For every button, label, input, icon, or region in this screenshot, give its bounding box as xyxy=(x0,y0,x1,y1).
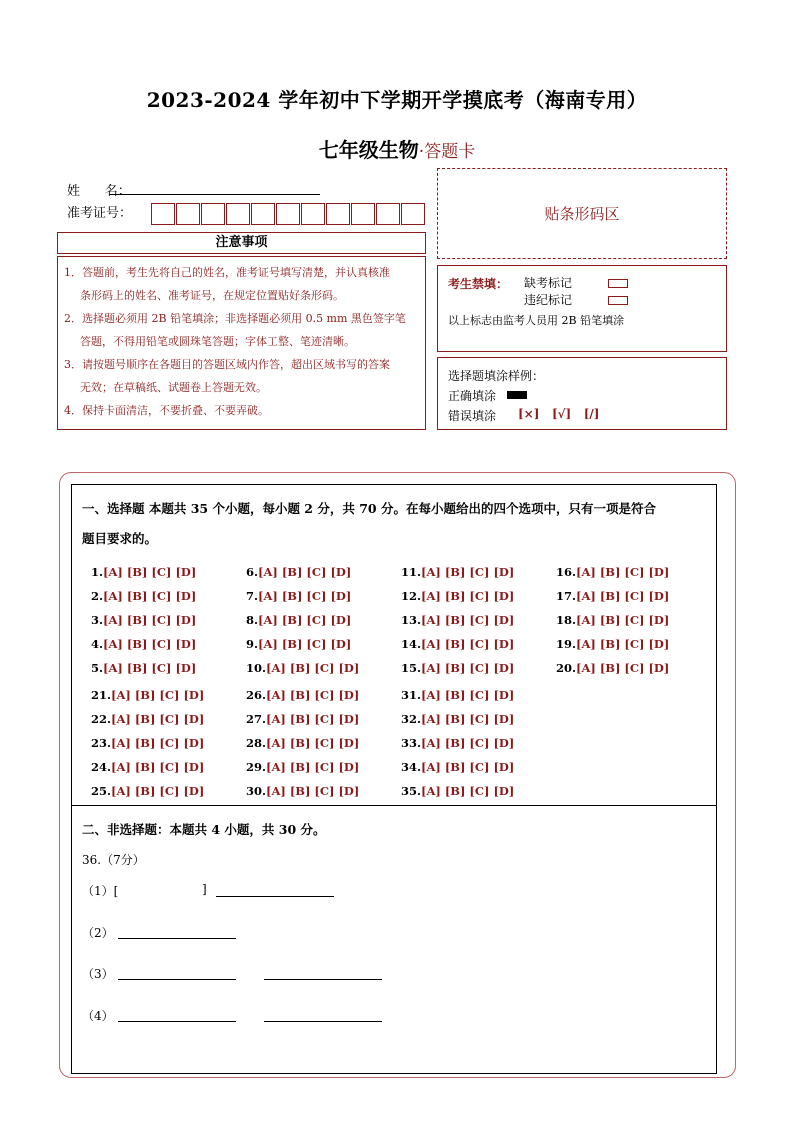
wrong-fill-label: 错误填涂 xyxy=(448,409,497,423)
choice-question[interactable] xyxy=(91,760,204,774)
page-title: 2023-2024 学年初中下学期开学摸底考（海南专用） xyxy=(146,88,648,112)
question-number: 29. xyxy=(246,760,267,774)
choice-question[interactable] xyxy=(401,760,514,774)
id-box[interactable] xyxy=(276,203,300,225)
choice-question[interactable] xyxy=(556,565,669,579)
part-4-label: （4） xyxy=(82,1009,114,1023)
notice-box xyxy=(57,256,426,430)
option-bubbles[interactable]: [A] [B] [C] [D] xyxy=(421,613,515,627)
question-number: 19. xyxy=(556,637,577,651)
subtitle-separator: · xyxy=(418,142,425,162)
question-number: 12. xyxy=(401,589,422,603)
choice-question[interactable] xyxy=(556,637,669,651)
choice-question[interactable] xyxy=(401,637,514,651)
free-response-section xyxy=(71,806,717,1074)
choice-question[interactable] xyxy=(246,736,359,750)
choice-question[interactable] xyxy=(91,613,196,627)
question-number: 30. xyxy=(246,784,267,798)
choice-question[interactable] xyxy=(246,688,359,702)
question-number: 1. xyxy=(91,565,104,579)
choice-question[interactable] xyxy=(246,613,351,627)
question-number: 21. xyxy=(91,688,112,702)
option-bubbles[interactable]: [A] [B] [C] [D] xyxy=(576,613,670,627)
choice-question[interactable] xyxy=(556,613,669,627)
part-2-label: （2） xyxy=(82,926,114,940)
option-bubbles[interactable]: [A] [B] [C] [D] xyxy=(421,688,515,702)
id-box[interactable] xyxy=(301,203,325,225)
option-bubbles[interactable]: [A] [B] [C] [D] xyxy=(103,613,197,627)
option-bubbles[interactable]: [A] [B] [C] [D] xyxy=(111,784,205,798)
violation-checkbox[interactable] xyxy=(608,296,628,305)
question-number: 13. xyxy=(401,613,422,627)
correct-fill-mark xyxy=(507,391,527,399)
option-bubbles[interactable]: [A] [B] [C] [D] xyxy=(258,589,352,603)
proctor-note: 以上标志由监考人员用 2B 铅笔填涂 xyxy=(448,314,625,327)
part-2-blank[interactable] xyxy=(118,938,236,939)
option-bubbles[interactable]: [A] [B] [C] [D] xyxy=(576,565,670,579)
part-1-label: （1）[ xyxy=(82,884,119,898)
choice-question[interactable] xyxy=(401,784,514,798)
choice-question[interactable] xyxy=(401,589,514,603)
option-bubbles[interactable]: [A] [B] [C] [D] xyxy=(421,589,515,603)
question-number: 3. xyxy=(91,613,104,627)
part-3-blank-a[interactable] xyxy=(118,979,236,980)
absent-label: 缺考标记 xyxy=(524,276,573,290)
name-field[interactable] xyxy=(110,194,320,195)
choice-question[interactable] xyxy=(91,589,196,603)
proctor-box xyxy=(437,265,727,352)
choice-question[interactable] xyxy=(246,637,351,651)
question-number: 35. xyxy=(401,784,422,798)
question-number: 4. xyxy=(91,637,104,651)
option-bubbles[interactable]: [A] [B] [C] [D] xyxy=(266,784,360,798)
sample-label: 选择题填涂样例： xyxy=(448,369,545,383)
fill-sample-box xyxy=(437,357,727,430)
id-box[interactable] xyxy=(401,203,425,225)
exam-id-boxes[interactable] xyxy=(151,203,426,225)
notice-item: 3．请按题号顺序在各题目的答题区域内作答，超出区域书写的答案 xyxy=(64,358,390,371)
id-box[interactable] xyxy=(151,203,175,225)
question-number: 34. xyxy=(401,760,422,774)
choice-question[interactable] xyxy=(401,736,514,750)
part-1-blank[interactable] xyxy=(216,896,334,897)
option-bubbles[interactable]: [A] [B] [C] [D] xyxy=(266,712,360,726)
option-bubbles[interactable]: [A] [B] [C] [D] xyxy=(266,760,360,774)
option-bubbles[interactable]: [A] [B] [C] [D] xyxy=(576,661,670,675)
id-box[interactable] xyxy=(326,203,350,225)
id-box[interactable] xyxy=(351,203,375,225)
question-36-label: 36.（7分） xyxy=(82,853,145,867)
choice-question[interactable] xyxy=(246,661,359,675)
choice-question[interactable] xyxy=(401,712,514,726)
part-3-blank-b[interactable] xyxy=(264,979,382,980)
question-number: 9. xyxy=(246,637,259,651)
absent-checkbox[interactable] xyxy=(608,279,628,288)
correct-fill-label: 正确填涂 xyxy=(448,389,497,403)
question-number: 5. xyxy=(91,661,104,675)
choice-question[interactable] xyxy=(246,784,359,798)
choice-question[interactable] xyxy=(91,661,196,675)
choice-question[interactable] xyxy=(246,589,351,603)
notice-item: 1．答题前，考生先将自己的姓名，准考证号填写清楚，并认真核准 xyxy=(64,266,390,279)
part-4-blank-a[interactable] xyxy=(118,1021,236,1022)
option-bubbles[interactable]: [A] [B] [C] [D] xyxy=(103,565,197,579)
barcode-label: 贴条形码区 xyxy=(544,205,620,223)
barcode-area xyxy=(437,168,727,259)
notice-heading: 注意事项 xyxy=(57,232,426,254)
choice-section-title-cont: 题目要求的。 xyxy=(82,531,158,546)
question-number: 23. xyxy=(91,736,112,750)
option-bubbles[interactable]: [A] [B] [C] [D] xyxy=(111,760,205,774)
page-subtitle xyxy=(0,134,794,163)
notice-item: 无效；在草稿纸、试题卷上答题无效。 xyxy=(80,381,267,394)
option-bubbles[interactable]: [A] [B] [C] [D] xyxy=(421,565,515,579)
question-number: 24. xyxy=(91,760,112,774)
option-bubbles[interactable]: [A] [B] [C] [D] xyxy=(103,589,197,603)
choice-question[interactable] xyxy=(246,712,359,726)
part-1-bracket-close: ] xyxy=(202,882,207,896)
choice-question[interactable] xyxy=(91,688,204,702)
option-bubbles[interactable]: [A] [B] [C] [D] xyxy=(266,661,360,675)
question-number: 8. xyxy=(246,613,259,627)
answer-card-label: 答题卡 xyxy=(424,142,476,162)
question-number: 16. xyxy=(556,565,577,579)
option-bubbles[interactable]: [A] [B] [C] [D] xyxy=(421,637,515,651)
notice-item: 4．保持卡面清洁，不要折叠、不要弄破。 xyxy=(64,404,269,417)
id-box[interactable] xyxy=(251,203,275,225)
option-bubbles[interactable]: [A] [B] [C] [D] xyxy=(266,688,360,702)
question-number: 6. xyxy=(246,565,259,579)
question-number: 33. xyxy=(401,736,422,750)
question-number: 26. xyxy=(246,688,267,702)
id-box[interactable] xyxy=(176,203,200,225)
option-bubbles[interactable]: [A] [B] [C] [D] xyxy=(111,688,205,702)
question-number: 11. xyxy=(401,565,422,579)
choice-question[interactable] xyxy=(401,661,514,675)
question-number: 25. xyxy=(91,784,112,798)
option-bubbles[interactable]: [A] [B] [C] [D] xyxy=(111,736,205,750)
question-number: 7. xyxy=(246,589,259,603)
notice-item: 答题，不得用铅笔或圆珠笔答题；字体工整、笔迹清晰。 xyxy=(80,335,355,348)
id-box[interactable] xyxy=(376,203,400,225)
choice-question[interactable] xyxy=(246,760,359,774)
question-number: 22. xyxy=(91,712,112,726)
option-bubbles[interactable]: [A] [B] [C] [D] xyxy=(576,637,670,651)
choice-question[interactable] xyxy=(91,712,204,726)
question-number: 14. xyxy=(401,637,422,651)
question-number: 20. xyxy=(556,661,577,675)
option-bubbles[interactable]: [A] [B] [C] [D] xyxy=(103,661,197,675)
option-bubbles[interactable]: [A] [B] [C] [D] xyxy=(421,736,515,750)
proctor-label: 考生禁填： xyxy=(448,277,509,291)
question-number: 18. xyxy=(556,613,577,627)
notice-item: 条形码上的姓名、准考证号，在规定位置贴好条形码。 xyxy=(80,289,344,302)
option-bubbles[interactable]: [A] [B] [C] [D] xyxy=(258,565,352,579)
option-bubbles[interactable]: [A] [B] [C] [D] xyxy=(576,589,670,603)
choice-question[interactable] xyxy=(401,688,514,702)
option-bubbles[interactable]: [A] [B] [C] [D] xyxy=(103,637,197,651)
question-number: 15. xyxy=(401,661,422,675)
name-label: 姓 名： xyxy=(67,184,131,199)
choice-question[interactable] xyxy=(556,589,669,603)
subject-label: 七年级生物 xyxy=(318,138,419,162)
choice-question[interactable] xyxy=(91,736,204,750)
choice-question[interactable] xyxy=(401,565,514,579)
exam-id-label: 准考证号： xyxy=(67,206,133,221)
option-bubbles[interactable]: [A] [B] [C] [D] xyxy=(111,712,205,726)
free-response-title: 二、非选择题：本题共 4 小题，共 30 分。 xyxy=(82,822,326,837)
option-bubbles[interactable]: [A] [B] [C] [D] xyxy=(266,736,360,750)
question-number: 2. xyxy=(91,589,104,603)
question-number: 32. xyxy=(401,712,422,726)
option-bubbles[interactable]: [A] [B] [C] [D] xyxy=(421,661,515,675)
choice-question[interactable] xyxy=(91,784,204,798)
choice-question[interactable] xyxy=(401,613,514,627)
question-number: 27. xyxy=(246,712,267,726)
option-bubbles[interactable]: [A] [B] [C] [D] xyxy=(258,637,352,651)
choice-section xyxy=(71,484,717,806)
option-bubbles[interactable]: [A] [B] [C] [D] xyxy=(421,784,515,798)
choice-question[interactable] xyxy=(556,661,669,675)
choice-question[interactable] xyxy=(91,565,196,579)
choice-question[interactable] xyxy=(246,565,351,579)
id-box[interactable] xyxy=(226,203,250,225)
id-box[interactable] xyxy=(201,203,225,225)
part-3-label: （3） xyxy=(82,967,114,981)
option-bubbles[interactable]: [A] [B] [C] [D] xyxy=(421,712,515,726)
question-number: 17. xyxy=(556,589,577,603)
notice-item: 2．选择题必须用 2B 铅笔填涂；非选择题必须用 0.5 mm 黑色签字笔 xyxy=(64,312,406,325)
question-number: 28. xyxy=(246,736,267,750)
violation-label: 违纪标记 xyxy=(524,293,573,307)
option-bubbles[interactable]: [A] [B] [C] [D] xyxy=(258,613,352,627)
wrong-fill-marks: [×] [√] [/] xyxy=(518,407,600,421)
question-number: 10. xyxy=(246,661,267,675)
part-4-blank-b[interactable] xyxy=(264,1021,382,1022)
choice-question[interactable] xyxy=(91,637,196,651)
choice-section-title: 一、选择题 本题共 35 个小题，每小题 2 分，共 70 分。在每小题给出的四个选项中，只有一项是符合 xyxy=(82,501,656,516)
question-number: 31. xyxy=(401,688,422,702)
option-bubbles[interactable]: [A] [B] [C] [D] xyxy=(421,760,515,774)
